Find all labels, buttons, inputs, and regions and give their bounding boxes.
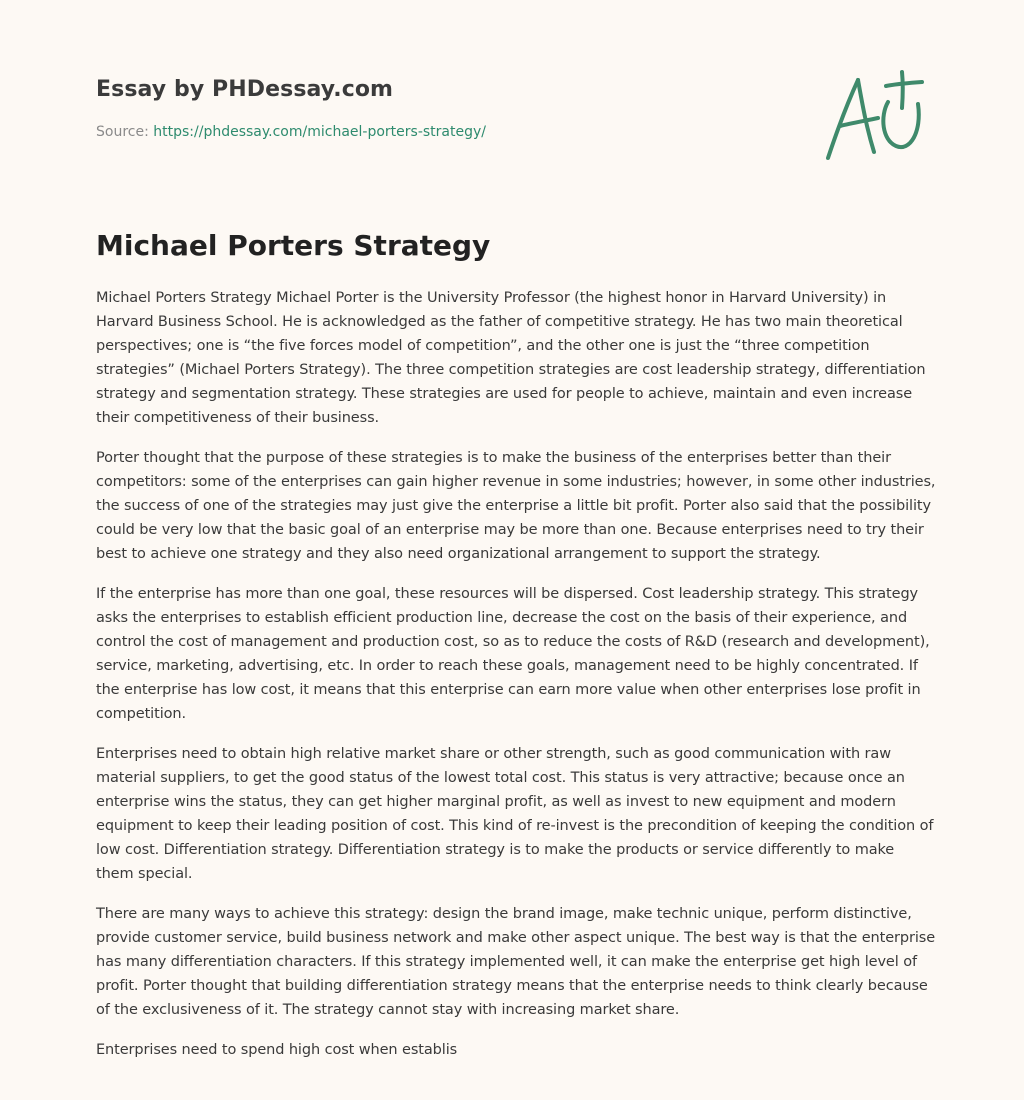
essay-body (96, 286, 936, 1078)
source-line (96, 122, 486, 142)
essay-paragraph: There are many ways to achieve this strategy: design the brand image, make technic unique, perform distinctive, provide customer service, build business network and make other aspect unique. The best way is that the enterprise has many differentiation characters. If this strategy implemented well, it can make the enterprise get high level of profit. Porter thought that building differentiation strategy means that the enterprise needs to think clearly because of the exclusiveness of it. The strategy cannot stay with increasing market share. (96, 906, 936, 1018)
essay-paragraph: If the enterprise has more than one goal, these resources will be dispersed. Cost leadership strategy. This strategy asks the enterprises to establish efficient production line, decrease the cost on the basis of their experience, and control the cost of management and production cost, so as to reduce the costs of R&D (research and development), service, marketing, advertising, etc. In order to reach these goals, management need to be highly concentrated. If the enterprise has low cost, it means that this enterprise can earn more value when other enterprises lose profit in competition. (96, 586, 930, 722)
source-label: Source: (96, 124, 149, 140)
essay-paragraph: Michael Porters Strategy Michael Porter is the University Professor (the highest honor in Harvard University) in Harvard Business School. He is acknowledged as the father of competitive strategy. He has two main theoretical perspectives; one is “the five forces model of competition”, and the other one is just the “three competition strategies” (Michael Porters Strategy). The three competition strategies are cost leadership strategy, differentiation strategy and segmentation strategy. These strategies are used for people to achieve, maintain and even increase their competitiveness of their business. (96, 290, 926, 426)
essay-paragraph: Porter thought that the purpose of these strategies is to make the business of the enterprises better than their competitors: some of the enterprises can gain higher revenue in some industries; however, in some other industries, the success of one of the strategies may just give the enterprise a little bit profit. Porter also said that the possibility could be very low that the basic goal of an enterprise may be more than one. Because enterprises need to try their best to achieve one strategy and they also need organizational arrangement to support the strategy. (96, 450, 936, 562)
essay-title: Michael Porters Strategy (96, 229, 491, 262)
a-plus-grade-logo-icon (822, 68, 928, 164)
brand-title: Essay by PHDessay.com (96, 77, 394, 102)
page-header (96, 70, 796, 140)
essay-paragraph: Enterprises need to obtain high relative market share or other strength, such as good communication with raw material suppliers, to get the good status of the lowest total cost. This status is very attractive; because once an enterprise wins the status, they can get higher marginal profit, as well as invest to new equipment and modern equipment to keep their leading position of cost. This kind of re-invest is the precondition of keeping the condition of low cost. Differentiation strategy. Differentiation strategy is to make the products or service differently to make them special. (96, 746, 934, 882)
source-link[interactable]: https://phdessay.com/michael-porters-strategy/ (153, 124, 486, 140)
essay-paragraph: Enterprises need to spend high cost when establis (96, 1042, 458, 1058)
